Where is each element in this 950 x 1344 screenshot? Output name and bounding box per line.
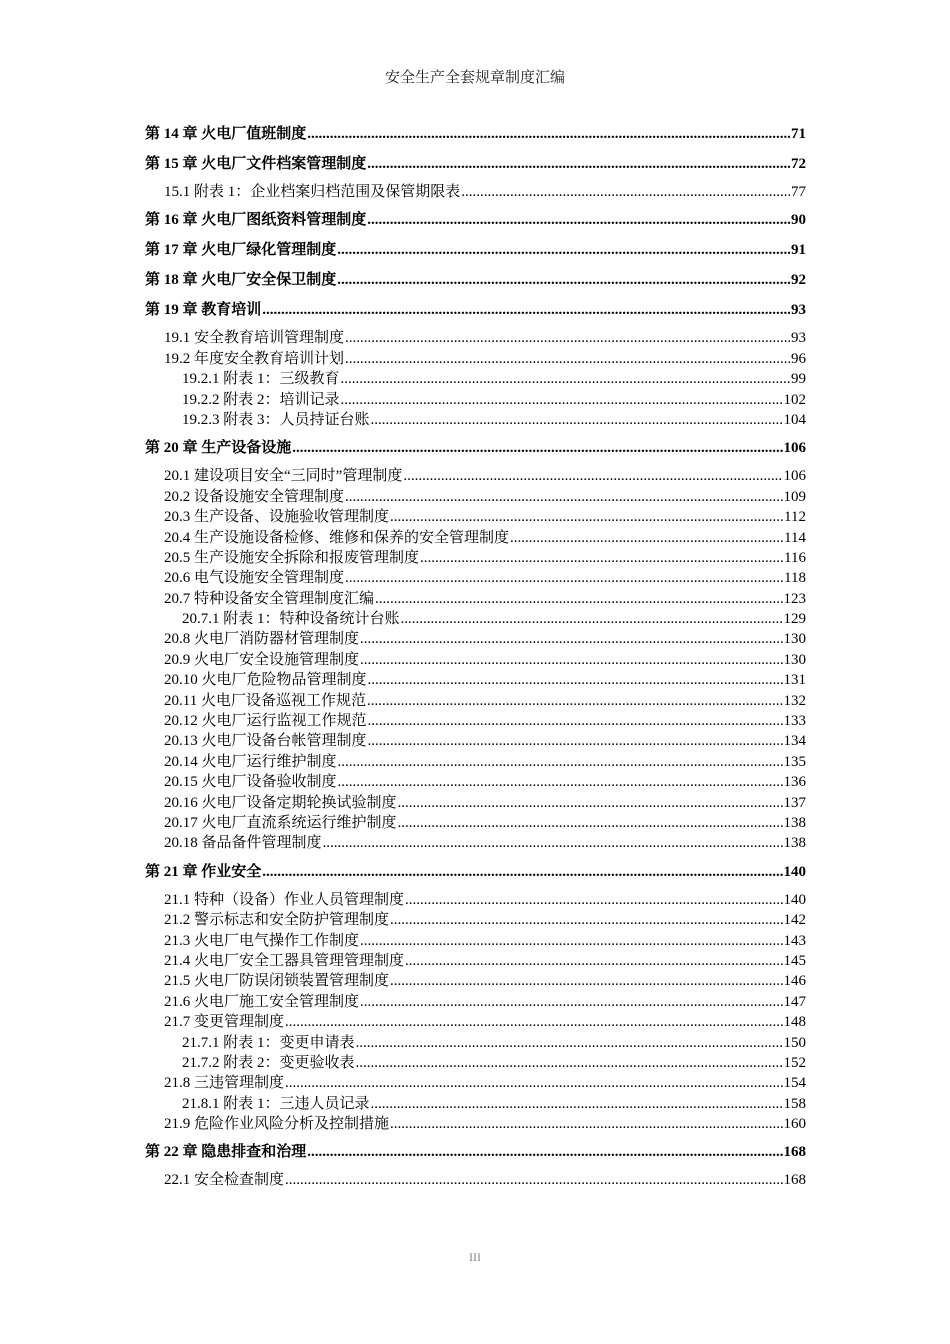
toc-chapter-entry[interactable]	[145, 298, 806, 328]
toc-entry-page: 102	[783, 391, 806, 408]
toc-dot-leader	[367, 691, 783, 711]
toc-dot-leader	[262, 860, 782, 884]
toc-dot-leader	[345, 349, 790, 369]
toc-dot-leader	[390, 910, 782, 930]
toc-dot-leader	[338, 752, 783, 772]
toc-entry-title: 21.4 火电厂安全工器具管理管理制度	[164, 952, 405, 969]
toc-entry-title: 20.12 火电厂运行监视工作规范	[164, 713, 367, 730]
toc-subsection-entry[interactable]	[145, 410, 806, 430]
toc-dot-leader	[403, 466, 782, 486]
toc-dot-leader	[420, 548, 783, 568]
toc-section-entry[interactable]	[145, 971, 806, 991]
toc-entry-title: 21.3 火电厂电气操作工作制度	[164, 932, 360, 949]
toc-dot-leader	[356, 1053, 783, 1073]
toc-entry-page: 131	[783, 672, 806, 689]
toc-entry-title: 第 17 章 火电厂绿化管理制度	[145, 242, 337, 259]
toc-section-entry[interactable]	[145, 507, 806, 527]
toc-dot-leader	[398, 793, 783, 813]
toc-entry-title: 20.3 生产设备、设施验收管理制度	[164, 509, 390, 526]
toc-section-entry[interactable]	[145, 793, 806, 813]
toc-chapter-entry[interactable]	[145, 268, 806, 298]
toc-dot-leader	[341, 390, 783, 410]
toc-entry-title: 20.2 设备设施安全管理制度	[164, 488, 345, 505]
toc-dot-leader	[262, 298, 790, 322]
toc-dot-leader	[337, 238, 790, 262]
toc-dot-leader	[401, 609, 783, 629]
table-of-contents	[145, 122, 806, 1191]
toc-section-entry[interactable]	[145, 833, 806, 853]
toc-section-entry[interactable]	[145, 711, 806, 731]
toc-entry-title: 22.1 安全检查制度	[164, 1172, 285, 1189]
toc-entry-page: 109	[783, 488, 806, 505]
toc-dot-leader	[371, 410, 783, 430]
toc-entry-page: 72	[791, 156, 806, 172]
toc-subsection-entry[interactable]	[145, 1053, 806, 1073]
toc-dot-leader	[367, 152, 790, 176]
toc-entry-title: 20.7.1 附表 1：特种设备统计台账	[182, 611, 400, 628]
toc-entry-page: 168	[783, 1172, 806, 1189]
toc-entry-page: 92	[791, 272, 806, 289]
toc-entry-title: 第 19 章 教育培训	[145, 302, 262, 319]
toc-entry-page: 106	[783, 440, 806, 457]
toc-entry-title: 19.1 安全教育培训管理制度	[164, 330, 345, 347]
toc-entry-title: 20.18 备品备件管理制度	[164, 835, 322, 852]
toc-entry-page: 137	[783, 794, 806, 811]
toc-entry-title: 15.1 附表 1：企业档案归档范围及保管期限表	[164, 184, 461, 200]
toc-entry-page: 77	[791, 184, 806, 200]
toc-section-entry[interactable]	[145, 1114, 806, 1134]
toc-dot-leader	[461, 182, 790, 202]
toc-section-entry[interactable]	[145, 731, 806, 751]
toc-entry-page: 138	[783, 835, 806, 852]
toc-entry-page: 150	[783, 1034, 806, 1051]
page-number: III	[469, 1250, 481, 1264]
toc-section-entry[interactable]	[145, 349, 806, 369]
toc-entry-title: 第 18 章 火电厂安全保卫制度	[145, 272, 337, 289]
toc-entry-page: 106	[783, 468, 806, 485]
toc-entry-title: 20.1 建设项目安全“三同时”管理制度	[164, 468, 403, 485]
toc-dot-leader	[360, 629, 782, 649]
toc-entry-page: 129	[783, 611, 806, 628]
toc-entry-page: 158	[783, 1095, 806, 1112]
toc-entry-title: 20.8 火电厂消防器材管理制度	[164, 631, 360, 648]
toc-dot-leader	[368, 670, 783, 690]
toc-dot-leader	[292, 436, 782, 460]
toc-chapter-entry[interactable]	[145, 152, 806, 182]
toc-entry-title: 21.8 三违管理制度	[164, 1075, 285, 1092]
toc-chapter-entry[interactable]	[145, 208, 806, 238]
toc-section-entry[interactable]	[145, 752, 806, 772]
toc-entry-title: 20.7 特种设备安全管理制度汇编	[164, 590, 375, 607]
toc-dot-leader	[510, 528, 783, 548]
toc-dot-leader	[285, 1012, 782, 1032]
toc-entry-title: 21.7.2 附表 2：变更验收表	[182, 1054, 355, 1071]
toc-dot-leader	[367, 208, 790, 232]
toc-entry-page: 130	[783, 631, 806, 648]
toc-entry-title: 20.6 电气设施安全管理制度	[164, 570, 345, 587]
running-header: 安全生产全套规章制度汇编	[384, 70, 565, 86]
toc-entry-page: 123	[783, 590, 806, 607]
toc-section-entry[interactable]	[145, 890, 806, 910]
toc-entry-page: 146	[783, 973, 806, 990]
toc-entry-page: 138	[783, 814, 806, 831]
toc-entry-page: 90	[791, 212, 806, 229]
toc-section-entry[interactable]	[145, 528, 806, 548]
toc-entry-title: 20.17 火电厂直流系统运行维护制度	[164, 814, 397, 831]
toc-entry-title: 20.14 火电厂运行维护制度	[164, 753, 337, 770]
toc-entry-title: 20.10 火电厂危险物品管理制度	[164, 672, 367, 689]
toc-dot-leader	[405, 951, 782, 971]
toc-dot-leader	[368, 731, 783, 751]
toc-subsection-entry[interactable]	[145, 609, 806, 629]
toc-section-entry[interactable]	[145, 992, 806, 1012]
toc-entry-page: 114	[784, 529, 806, 546]
toc-subsection-entry[interactable]	[145, 390, 806, 410]
toc-chapter-entry[interactable]	[145, 238, 806, 268]
toc-dot-leader	[337, 268, 790, 292]
toc-entry-page: 116	[784, 549, 806, 566]
toc-dot-leader	[360, 650, 782, 670]
toc-subsection-entry[interactable]	[145, 1094, 806, 1114]
toc-section-entry[interactable]	[145, 813, 806, 833]
toc-entry-title: 20.15 火电厂设备验收制度	[164, 774, 337, 791]
toc-entry-title: 19.2.2 附表 2：培训记录	[182, 391, 340, 408]
toc-dot-leader	[338, 772, 783, 792]
toc-entry-title: 第 16 章 火电厂图纸资料管理制度	[145, 212, 367, 229]
toc-entry-title: 20.16 火电厂设备定期轮换试验制度	[164, 794, 397, 811]
toc-entry-page: 152	[783, 1054, 806, 1071]
toc-subsection-entry[interactable]	[145, 369, 806, 389]
toc-dot-leader	[371, 1094, 783, 1114]
toc-section-entry[interactable]	[145, 931, 806, 951]
toc-entry-page: 112	[784, 509, 806, 526]
toc-entry-title: 21.6 火电厂施工安全管理制度	[164, 993, 360, 1010]
toc-entry-page: 148	[783, 1014, 806, 1031]
toc-entry-title: 21.9 危险作业风险分析及控制措施	[164, 1116, 390, 1133]
toc-entry-title: 第 20 章 生产设备设施	[145, 440, 292, 457]
toc-section-entry[interactable]	[145, 670, 806, 690]
toc-chapter-entry[interactable]	[145, 122, 806, 152]
toc-entry-title: 20.4 生产设施设备检修、维修和保养的安全管理制度	[164, 529, 510, 546]
toc-entry-title: 21.2 警示标志和安全防护管理制度	[164, 912, 390, 929]
toc-dot-leader	[285, 1073, 782, 1093]
toc-dot-leader	[390, 971, 782, 991]
toc-dot-leader	[390, 1114, 782, 1134]
toc-dot-leader	[375, 589, 782, 609]
toc-dot-leader	[360, 931, 782, 951]
toc-entry-page: 132	[783, 692, 806, 709]
toc-dot-leader	[398, 813, 783, 833]
toc-section-entry[interactable]	[145, 650, 806, 670]
toc-entry-page: 133	[783, 713, 806, 730]
toc-entry-title: 19.2 年度安全教育培训计划	[164, 350, 345, 367]
toc-entry-page: 134	[783, 733, 806, 750]
toc-entry-page: 140	[783, 863, 806, 880]
toc-section-entry[interactable]	[145, 466, 806, 486]
toc-section-entry[interactable]	[145, 182, 806, 202]
toc-entry-page: 136	[783, 774, 806, 791]
toc-entry-page: 93	[791, 302, 806, 319]
toc-entry-page: 168	[783, 1144, 806, 1161]
toc-entry-page: 71	[791, 126, 806, 142]
toc-entry-page: 135	[783, 753, 806, 770]
toc-section-entry[interactable]	[145, 772, 806, 792]
toc-entry-title: 19.2.3 附表 3：人员持证台账	[182, 411, 370, 428]
toc-subsection-entry[interactable]	[145, 1033, 806, 1053]
toc-dot-leader	[307, 122, 790, 146]
toc-entry-page: 154	[783, 1075, 806, 1092]
toc-dot-leader	[323, 833, 783, 853]
toc-entry-page: 130	[783, 651, 806, 668]
toc-entry-page: 143	[783, 932, 806, 949]
toc-dot-leader	[356, 1033, 783, 1053]
toc-dot-leader	[405, 890, 782, 910]
toc-section-entry[interactable]	[145, 910, 806, 930]
toc-section-entry[interactable]	[145, 328, 806, 348]
toc-dot-leader	[345, 328, 790, 348]
toc-entry-title: 第 21 章 作业安全	[145, 863, 262, 880]
toc-section-entry[interactable]	[145, 1073, 806, 1093]
toc-entry-title: 21.1 特种（设备）作业人员管理制度	[164, 891, 405, 908]
toc-section-entry[interactable]	[145, 1170, 806, 1190]
toc-dot-leader	[345, 568, 783, 588]
toc-dot-leader	[341, 369, 790, 389]
toc-entry-title: 21.7.1 附表 1：变更申请表	[182, 1034, 355, 1051]
toc-entry-page: 145	[783, 952, 806, 969]
toc-entry-title: 21.7 变更管理制度	[164, 1014, 285, 1031]
toc-dot-leader	[285, 1170, 782, 1190]
toc-entry-title: 20.9 火电厂安全设施管理制度	[164, 651, 360, 668]
toc-section-entry[interactable]	[145, 568, 806, 588]
toc-entry-title: 20.5 生产设施安全拆除和报废管理制度	[164, 549, 420, 566]
toc-entry-title: 第 22 章 隐患排查和治理	[145, 1144, 307, 1161]
toc-entry-title: 21.8.1 附表 1：三违人员记录	[182, 1095, 370, 1112]
toc-chapter-entry[interactable]	[145, 860, 806, 890]
toc-dot-leader	[360, 992, 782, 1012]
toc-entry-page: 147	[783, 993, 806, 1010]
toc-entry-page: 104	[783, 411, 806, 428]
toc-section-entry[interactable]	[145, 1012, 806, 1032]
toc-section-entry[interactable]	[145, 548, 806, 568]
toc-entry-title: 19.2.1 附表 1：三级教育	[182, 371, 340, 388]
toc-dot-leader	[345, 487, 782, 507]
toc-dot-leader	[390, 507, 783, 527]
toc-dot-leader	[307, 1140, 782, 1164]
toc-chapter-entry[interactable]	[145, 1140, 806, 1170]
toc-entry-title: 第 14 章 火电厂值班制度	[145, 126, 307, 142]
toc-entry-page: 160	[783, 1116, 806, 1133]
toc-chapter-entry[interactable]	[145, 436, 806, 466]
toc-entry-title: 20.13 火电厂设备台帐管理制度	[164, 733, 367, 750]
toc-entry-page: 118	[784, 570, 806, 587]
toc-dot-leader	[368, 711, 783, 731]
toc-entry-page: 96	[791, 350, 806, 367]
toc-section-entry[interactable]	[145, 629, 806, 649]
toc-entry-title: 第 15 章 火电厂文件档案管理制度	[145, 156, 367, 172]
toc-section-entry[interactable]	[145, 951, 806, 971]
toc-section-entry[interactable]	[145, 691, 806, 711]
toc-entry-page: 140	[783, 891, 806, 908]
toc-entry-page: 93	[791, 330, 806, 347]
toc-section-entry[interactable]	[145, 589, 806, 609]
toc-entry-page: 99	[791, 371, 806, 388]
toc-entry-page: 142	[783, 912, 806, 929]
toc-entry-page: 91	[791, 242, 806, 259]
toc-entry-title: 21.5 火电厂防误闭锁装置管理制度	[164, 973, 390, 990]
toc-section-entry[interactable]	[145, 487, 806, 507]
toc-entry-title: 20.11 火电厂设备巡视工作规范	[164, 692, 366, 709]
